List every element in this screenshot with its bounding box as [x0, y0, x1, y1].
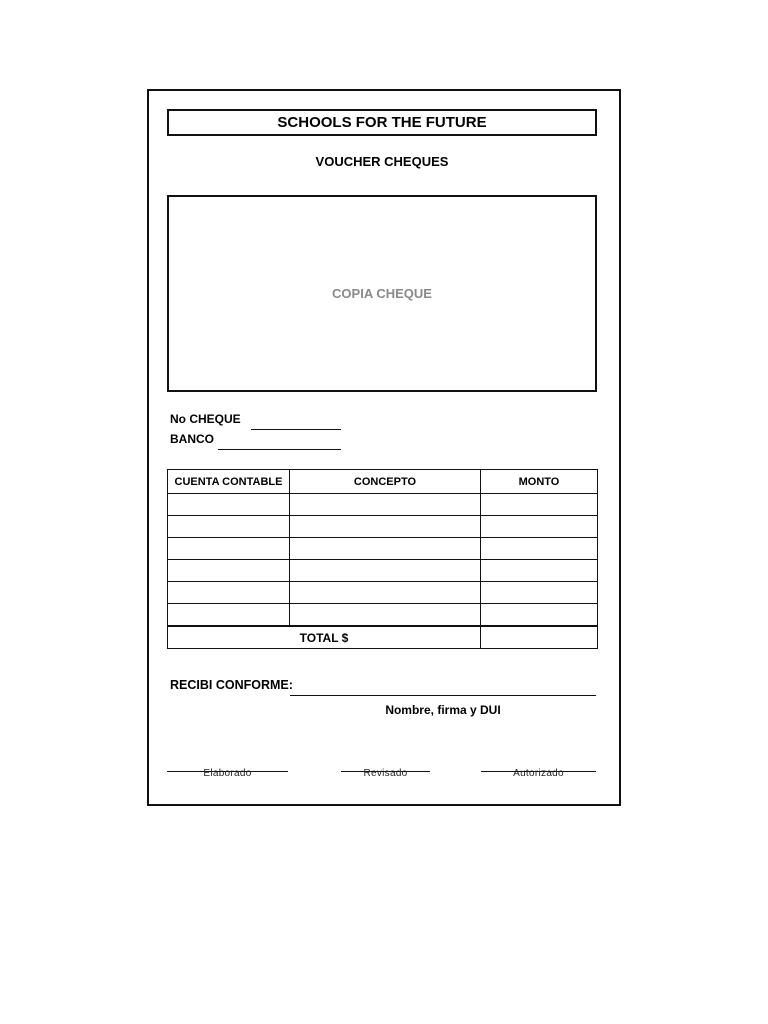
table-row [168, 516, 598, 538]
bank-line[interactable] [218, 449, 341, 450]
concept-cell[interactable] [290, 538, 481, 560]
amount-cell[interactable] [481, 604, 598, 627]
table-header-row [168, 470, 598, 494]
amount-cell[interactable] [481, 582, 598, 604]
table-row [168, 604, 598, 627]
amount-cell[interactable] [481, 538, 598, 560]
reviewed-caption: Revisado [363, 768, 408, 779]
column-header-amount: MONTO [481, 470, 598, 494]
receipt-label: RECIBI CONFORME: [170, 678, 293, 692]
elaborated-caption: Elaborado [203, 768, 252, 779]
concept-cell[interactable] [290, 560, 481, 582]
concept-cell[interactable] [290, 582, 481, 604]
cheque-copy-area [167, 195, 597, 392]
cheque-number-label: No CHEQUE [170, 412, 241, 426]
column-header-account: CUENTA CONTABLE [168, 470, 290, 494]
total-row [168, 626, 598, 649]
account-cell[interactable] [168, 604, 290, 627]
account-cell[interactable] [168, 560, 290, 582]
receipt-signature-line[interactable] [290, 695, 596, 696]
cheque-number-line[interactable] [251, 429, 341, 430]
ledger-table [167, 469, 598, 649]
account-cell[interactable] [168, 494, 290, 516]
account-cell[interactable] [168, 582, 290, 604]
amount-cell[interactable] [481, 516, 598, 538]
concept-cell[interactable] [290, 516, 481, 538]
receipt-caption: Nombre, firma y DUI [385, 703, 501, 717]
account-cell[interactable] [168, 538, 290, 560]
form-title: SCHOOLS FOR THE FUTURE [167, 109, 597, 136]
table-row [168, 582, 598, 604]
form-subtitle: VOUCHER CHEQUES [315, 154, 449, 169]
table-row [168, 494, 598, 516]
amount-cell[interactable] [481, 494, 598, 516]
authorized-caption: Autorizado [513, 768, 564, 779]
bank-label: BANCO [170, 432, 214, 446]
cheque-copy-placeholder: COPIA CHEQUE [332, 286, 432, 301]
concept-cell[interactable] [290, 604, 481, 627]
account-cell[interactable] [168, 516, 290, 538]
amount-cell[interactable] [481, 560, 598, 582]
table-row [168, 560, 598, 582]
concept-cell[interactable] [290, 494, 481, 516]
total-label: TOTAL $ [168, 626, 481, 649]
table-row [168, 538, 598, 560]
total-amount-cell[interactable] [481, 626, 598, 649]
column-header-concept: CONCEPTO [290, 470, 481, 494]
